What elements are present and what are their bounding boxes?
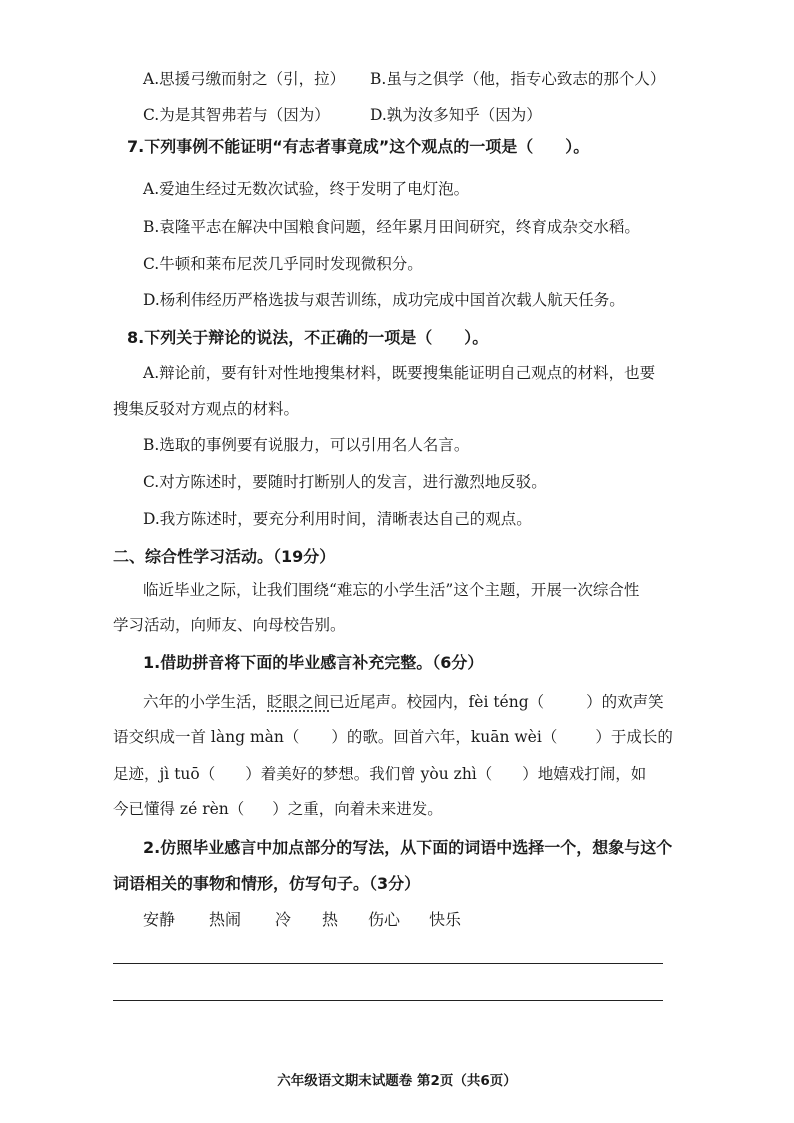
section2-intro-line2: 学习活动，向师友、向母校告别。: [113, 616, 346, 634]
q8-option-c: C.对方陈述时，要随时打断别人的发言，进行激烈地反驳。: [143, 473, 547, 491]
task1-line3: [113, 763, 646, 785]
word-option-6: 快乐: [429, 910, 462, 929]
answer-line-2[interactable]: [113, 1000, 663, 1001]
q7-option-d: D.杨利伟经历严格选拔与艰苦训练，成功完成中国首次载人航天任务。: [143, 291, 625, 309]
word-option-1: 安静: [143, 910, 176, 929]
word-option-5: 伤心: [368, 910, 401, 929]
q8-option-a-line2: 搜集反驳对方观点的材料。: [113, 400, 300, 418]
task1-line1: [143, 691, 664, 713]
task1-line3-text-b: ）着美好的梦想。我们曾 yòu zhì（: [245, 765, 493, 783]
q8-stem: 8.下列关于辩论的说法，不正确的一项是（ ）。: [127, 328, 489, 347]
q6-option-a: A.思援弓缴而射之（引，拉）: [143, 70, 346, 88]
q8-option-d: D.我方陈述时，要充分利用时间，清晰表达自己的观点。: [143, 510, 532, 528]
task2-instruction-line1: 2.仿照毕业感言中加点部分的写法，从下面的词语中选择一个，想象与这个: [143, 838, 673, 857]
task1-line2-text-b: ）的歌。回首六年，kuān wèi（: [331, 728, 558, 746]
task1-line4-text-a: 今已懂得 zé rèn（: [113, 800, 245, 818]
task1-line4: [113, 798, 443, 820]
q7-stem: 7.下列事例不能证明“有志者事竟成”这个观点的一项是（ ）。: [127, 137, 590, 156]
page-footer: 六年级语文期末试题卷 第2页（共6页）: [277, 1073, 517, 1089]
task1-line1-text-c: ）的欢声笑: [586, 693, 664, 711]
q7-option-b: B.袁隆平志在解决中国粮食问题，经年累月田间研究，终育成杂交水稻。: [143, 218, 640, 236]
task1-line2: [113, 726, 673, 748]
task1-title: 1.借助拼音将下面的毕业感言补充完整。（6分）: [143, 653, 484, 672]
task1-dotted-phrase: 眨眼之间: [267, 693, 330, 711]
q7-option-a: A.爱迪生经过无数次试验，终于发明了电灯泡。: [143, 180, 470, 198]
q8-option-b: B.选取的事例要有说服力，可以引用名人名言。: [143, 436, 470, 454]
q7-option-c: C.牛顿和莱布尼茨几乎同时发现微积分。: [143, 255, 423, 273]
task1-line2-text-a: 语交织成一首 làng màn（: [113, 728, 300, 746]
q6-option-c: C.为是其智弗若与（因为）: [143, 106, 330, 124]
word-option-3: 冷: [275, 910, 292, 929]
task1-line3-text-a: 足迹，jì tuō（: [113, 765, 216, 783]
section2-intro-line1: 临近毕业之际，让我们围绕“难忘的小学生活”这个主题，开展一次综合性: [143, 581, 640, 599]
q8-option-a-line1: A.辩论前，要有针对性地搜集材料，既要搜集能证明自己观点的材料，也要: [143, 364, 656, 382]
task1-line1-text-a: 六年的小学生活，: [143, 693, 268, 711]
task2-instruction-line2: 词语相关的事物和情形，仿写句子。（3分）: [113, 874, 421, 893]
task1-line1-text-b: 已近尾声。校园内，fèi téng（: [329, 693, 545, 711]
answer-line-1[interactable]: [113, 963, 663, 964]
word-option-4: 热: [322, 910, 339, 929]
task1-line4-text-b: ）之重，向着未来进发。: [272, 800, 443, 818]
task1-line2-text-c: ）于成长的: [595, 728, 673, 746]
task1-line3-text-c: ）地嬉戏打闹，如: [522, 765, 647, 783]
q6-option-b: B.虽与之俱学（他，指专心致志的那个人）: [370, 70, 666, 88]
q6-option-d: D.孰为汝多知乎（因为）: [370, 106, 542, 124]
section2-title: 二、综合性学习活动。（19分）: [113, 547, 336, 566]
word-option-2: 热闹: [209, 910, 242, 929]
